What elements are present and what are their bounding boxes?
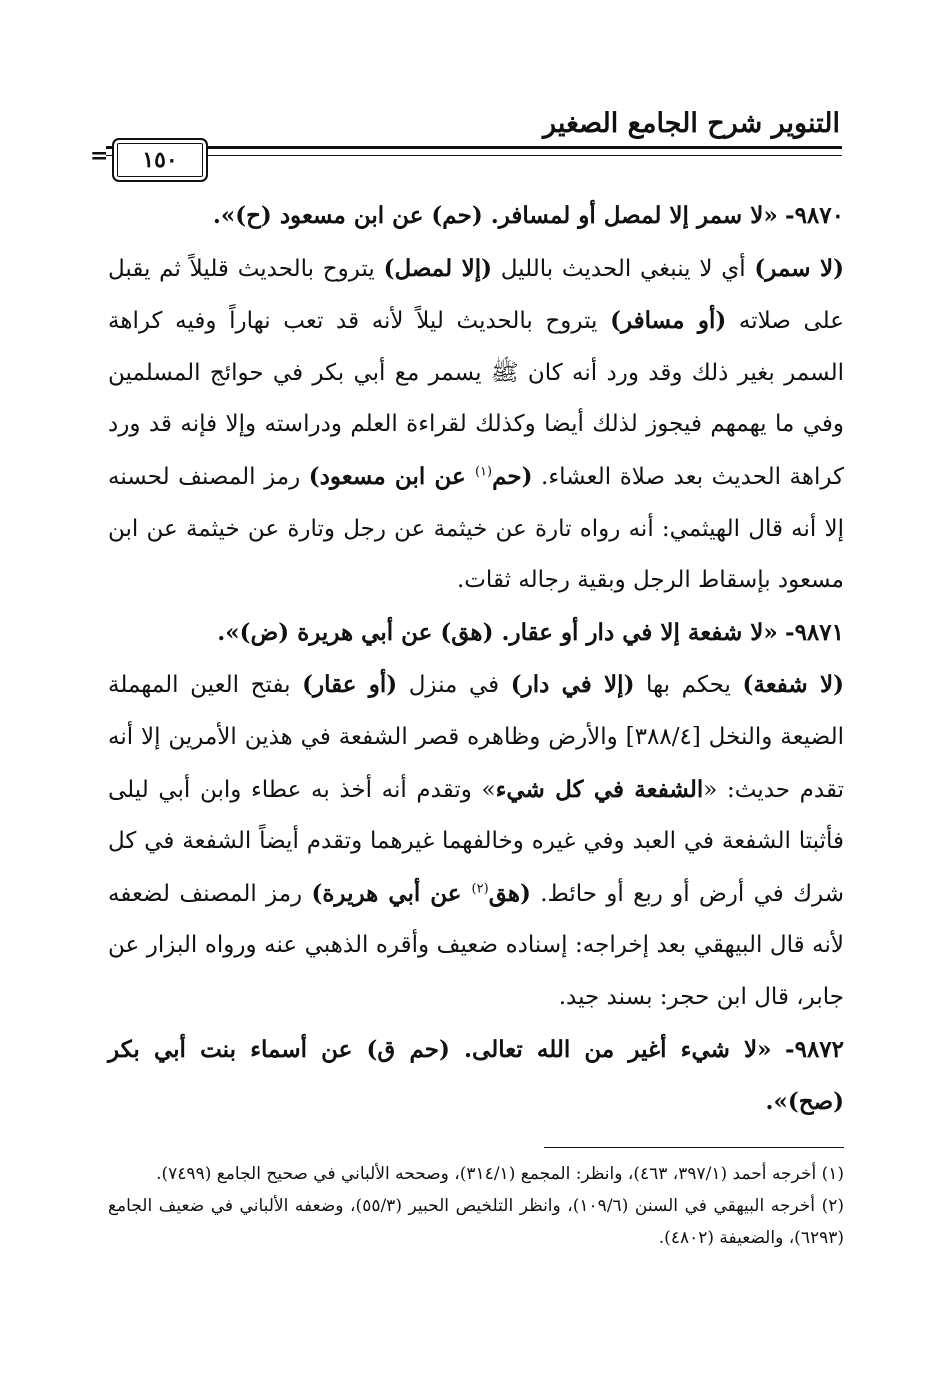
hadith-entry [108, 1024, 844, 1129]
footnote-marker: (١) [474, 464, 493, 480]
commentary-keyword: (أو مسافر) [610, 307, 727, 335]
header-rule-thick [106, 146, 842, 149]
page-number-dash: = [90, 143, 109, 169]
header-rule-thin [106, 155, 842, 156]
commentary-text: في منزل [397, 672, 511, 699]
commentary-paragraph [108, 243, 844, 607]
commentary-text: يتروح بالحديث ليلاً لأنه قد تعب نهاراً وفيه كراهة السمر بغير ذلك وقد ورد أنه كان ﷺ يسمر مع أبي بكر في حوائج المسلمين وفي ما يهمهم فيجوز لذلك أيضا وكذلك لقراءة العلم ودراسته وإلا فإنه قد ورد كراهة الحديث بعد صلاة العشاء. [108, 308, 845, 490]
footnote-text: أخرجه أحمد (٣٩٧/١، ٤٦٣)، وانظر: المجمع (٣١٤/١)، وصححه الألباني في صحيح الجامع (٧٤٩٩). [156, 1164, 822, 1184]
page-number-frame [112, 138, 208, 182]
hadith-number: ٩٨٧١- [785, 618, 844, 646]
commentary-text: يحكم بها [634, 672, 743, 699]
hadith-number: ٩٨٧٠- [785, 202, 844, 229]
hadith-entry [108, 190, 844, 243]
commentary-keyword: (لا شفعة) [742, 671, 844, 699]
main-text [108, 190, 844, 1129]
commentary-keyword: (حم [492, 462, 533, 490]
commentary-text: » وتقدم أنه أخذ به عطاء وابن أبي ليلى فأثبتا الشفعة في العبد وفي غيره وخالفهما غيرهما وتقدم أيضاً الشفعة في كل شرك في أرض أو ربع أو حائط. [108, 776, 844, 907]
commentary-keyword: (أو عقار) [302, 671, 398, 699]
footnotes [108, 1158, 844, 1254]
commentary-keyword: (إلا في دار) [510, 671, 635, 699]
commentary-keyword: عن ابن مسعود) [308, 462, 475, 490]
commentary-text: أي لا ينبغي الحديث بالليل [491, 255, 755, 282]
footnote [108, 1190, 844, 1254]
hadith-entry [108, 607, 844, 660]
hadith-text: «لا شفعة إلا في دار أو عقار. (هق) عن أبي هريرة (ض)». [217, 618, 778, 646]
footnote-number: (١) [821, 1164, 844, 1184]
commentary-keyword: الشفعة في كل شيء [495, 775, 704, 803]
commentary-keyword: (هق [488, 879, 531, 907]
commentary-keyword: (لا سمر) [754, 254, 845, 282]
page-number: ١٥٠ [142, 147, 178, 173]
footnote-number: (٢) [821, 1196, 844, 1216]
commentary-text: رمز المصنف لحسنه إلا أنه قال الهيثمي: أنه رواه تارة عن خيثمة عن رجل وتارة عن خيثمة عن ابن مسعود بإسقاط الرجل وبقية رجاله ثقات. [108, 463, 844, 594]
footnote [108, 1158, 844, 1190]
commentary-keyword: عن أبي هريرة) [311, 879, 472, 907]
commentary-paragraph [108, 659, 844, 1023]
hadith-text: «لا سمر إلا لمصل أو لمسافر. (حم) عن ابن مسعود (ح)». [212, 202, 778, 229]
commentary-text: بفتح العين المهملة الضيعة والنخل [٣٨٨/٤] والأرض وظاهره قصر الشفعة في هذين الأمرين إلا أنه تقدم حديث: « [108, 672, 844, 803]
commentary-text: رمز المصنف لضعفه لأنه قال البيهقي بعد إخراجه: إسناده ضعيف وأقره الذهبي عنه ورواه البزار عن جابر، قال ابن حجر: بسند جيد. [108, 880, 844, 1010]
commentary-keyword: (إلا لمصل) [383, 254, 492, 282]
footnote-marker: (٢) [471, 881, 489, 897]
footnote-text: أخرجه البيهقي في السنن (١٠٩/٦)، وانظر التلخيص الحبير (٥٥/٣)، وضعفه الألباني في ضعيف الجامع (٦٢٩٣)، والضعيفة (٤٨٠٢). [108, 1196, 844, 1248]
running-title: التنوير شرح الجامع الصغير [543, 108, 840, 139]
hadith-text: «لا شيء أغير من الله تعالى. (حم ق) عن أسماء بنت أبي بكر (صح)». [108, 1035, 844, 1116]
commentary-text: يتروح بالحديث قليلاً ثم يقبل على صلاته [108, 255, 845, 335]
footnote-separator [544, 1147, 844, 1148]
hadith-number: ٩٨٧٢- [785, 1035, 845, 1063]
